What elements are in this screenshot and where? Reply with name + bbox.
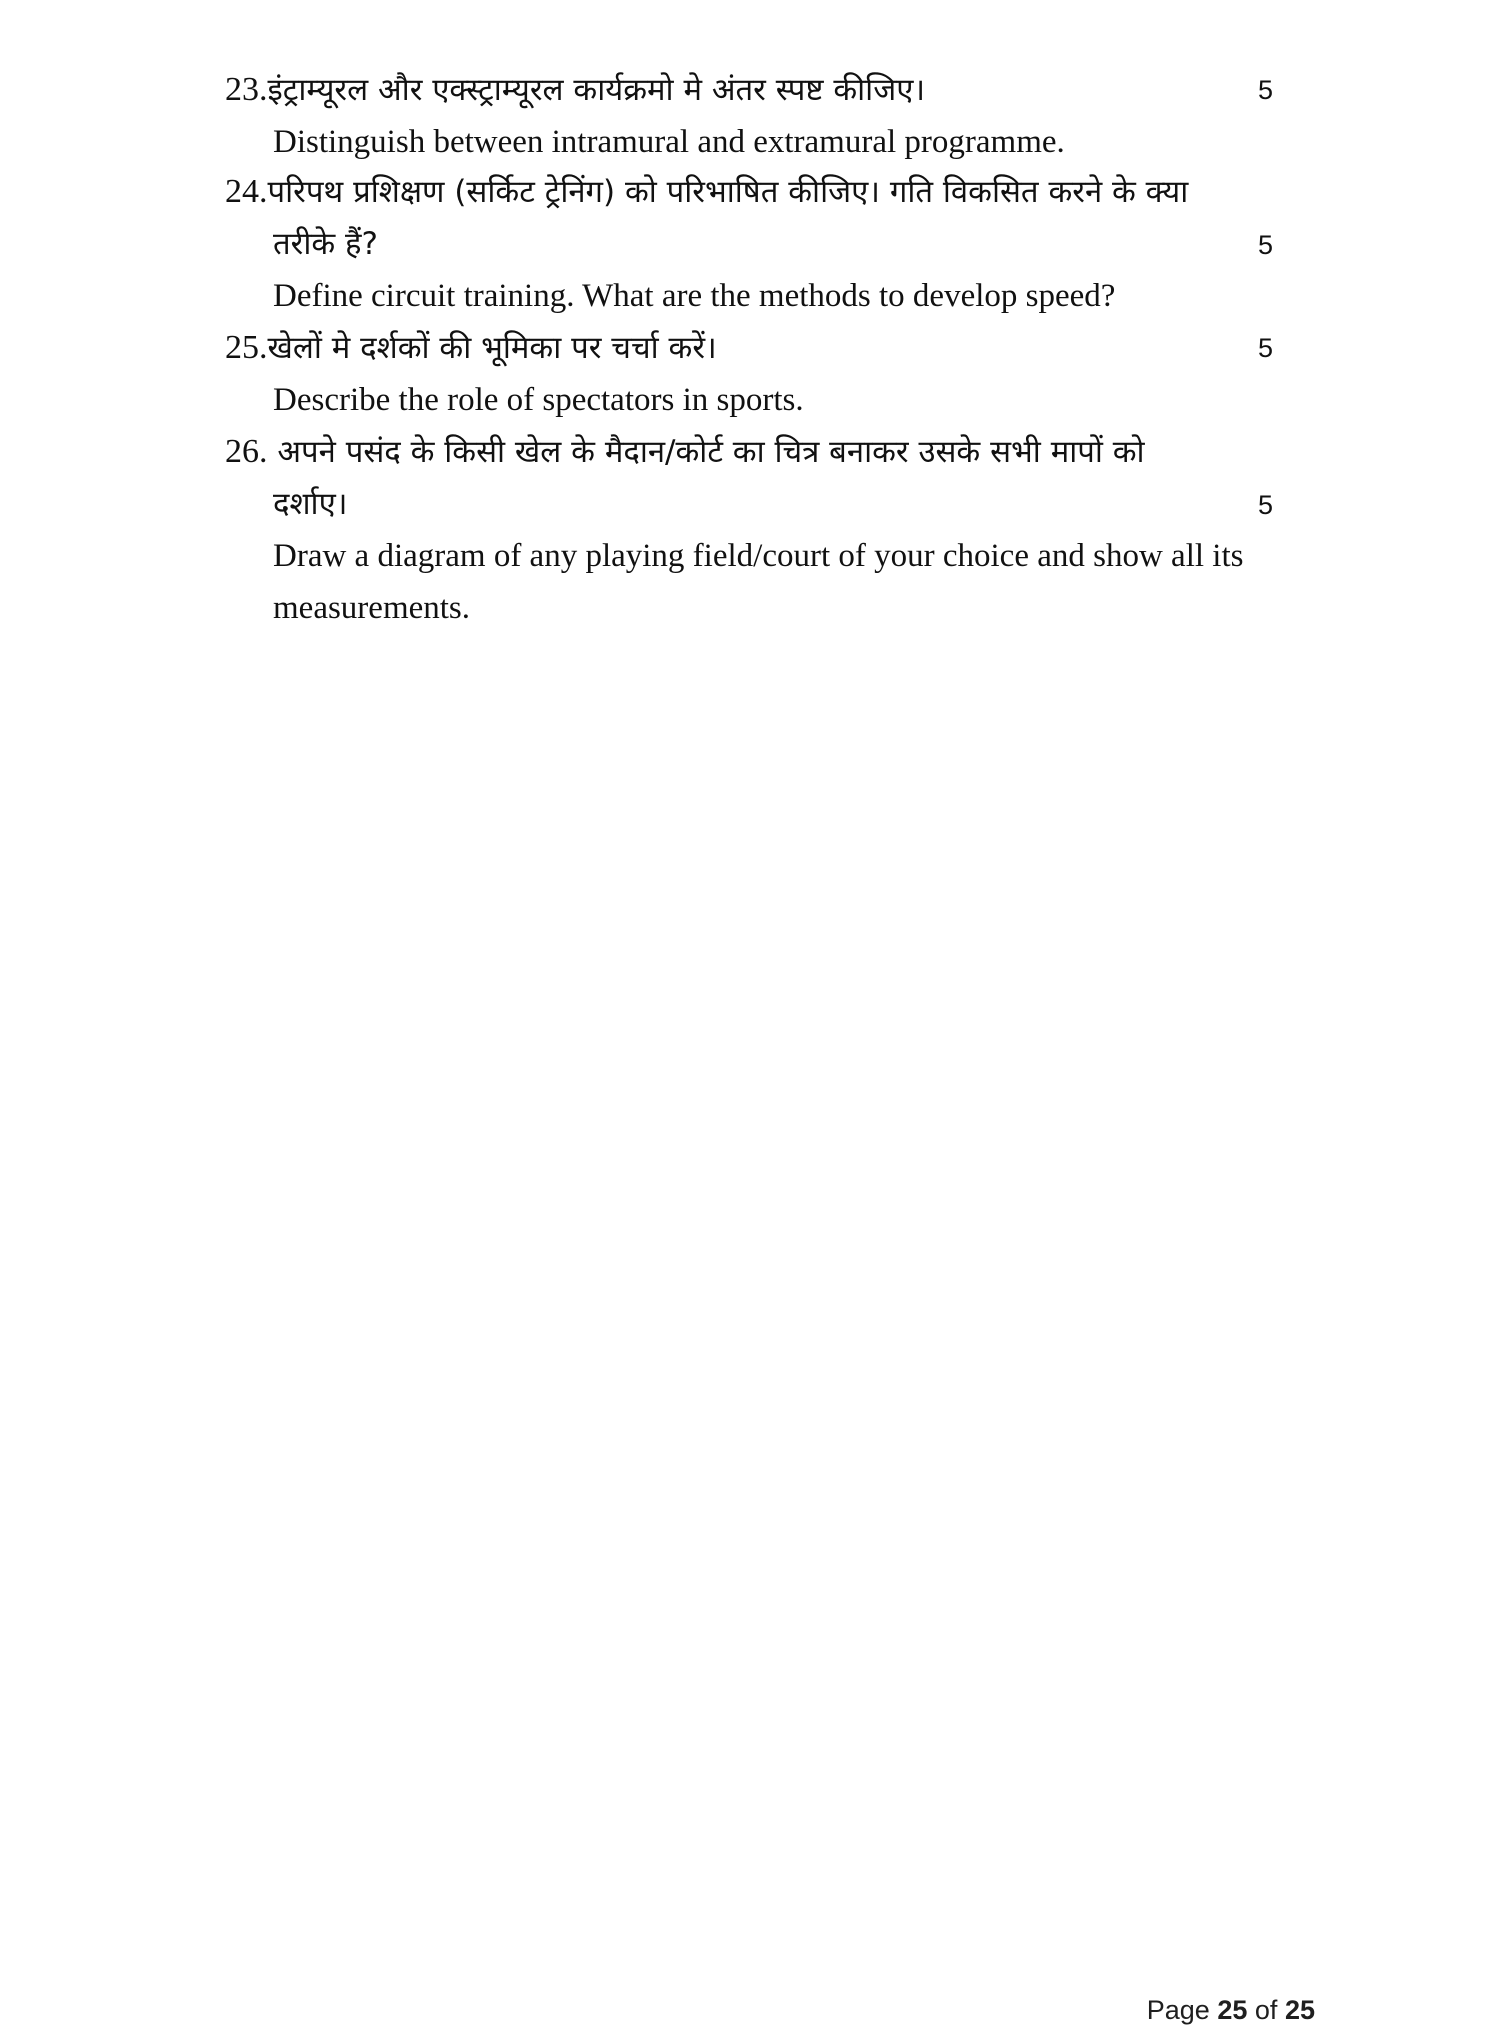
question-25-hindi bbox=[225, 322, 1315, 374]
question-text-hindi: इंट्राम्यूरल और एक्स्ट्राम्यूरल कार्यक्रमो मे अंतर स्पष्ट कीजिए। bbox=[267, 72, 926, 108]
question-26-marks: 5 bbox=[1258, 490, 1274, 520]
question-23-hindi bbox=[225, 64, 1315, 116]
question-number: 24. bbox=[225, 173, 268, 210]
question-24-hindi-line1 bbox=[225, 166, 1315, 218]
question-number: 23. bbox=[225, 71, 268, 108]
question-24-marks: 5 bbox=[1258, 230, 1274, 260]
question-number: 26. bbox=[225, 433, 268, 470]
question-text-hindi: परिपथ प्रशिक्षण (सर्किट ट्रेनिंग) को परिभाषित कीजिए। गति विकसित करने के क्या bbox=[267, 174, 1189, 210]
question-25 bbox=[225, 322, 1315, 426]
page-number bbox=[1147, 1995, 1315, 2026]
question-26-hindi-line2: दर्शाए। bbox=[273, 486, 348, 522]
question-26-hindi-line1 bbox=[225, 426, 1315, 478]
question-24-hindi-line2: तरीके हैं? bbox=[273, 226, 378, 262]
question-25-marks: 5 bbox=[1258, 333, 1274, 363]
question-23-english: Distinguish between intramural and extramural programme. bbox=[273, 124, 1065, 160]
question-25-english: Describe the role of spectators in sports. bbox=[273, 382, 804, 418]
question-text-hindi: अपने पसंद के किसी खेल के मैदान/कोर्ट का चित्र बनाकर उसके सभी मापों को bbox=[277, 434, 1145, 470]
question-23-marks: 5 bbox=[1258, 75, 1274, 105]
page-label: Page bbox=[1146, 1995, 1210, 2025]
question-26-english-line2: measurements. bbox=[273, 590, 471, 626]
question-24-english: Define circuit training. What are the methods to develop speed? bbox=[273, 278, 1116, 314]
question-number: 25. bbox=[225, 329, 268, 366]
question-23 bbox=[225, 64, 1315, 168]
of-label: of bbox=[1254, 1995, 1278, 2025]
total-pages: 25 bbox=[1284, 1995, 1315, 2025]
question-24 bbox=[225, 166, 1315, 322]
question-text-hindi: खेलों मे दर्शकों की भूमिका पर चर्चा करें। bbox=[267, 330, 717, 366]
question-26-english-line1: Draw a diagram of any playing field/court of your choice and show all its bbox=[273, 538, 1244, 574]
question-26 bbox=[225, 426, 1315, 634]
current-page: 25 bbox=[1217, 1995, 1248, 2025]
